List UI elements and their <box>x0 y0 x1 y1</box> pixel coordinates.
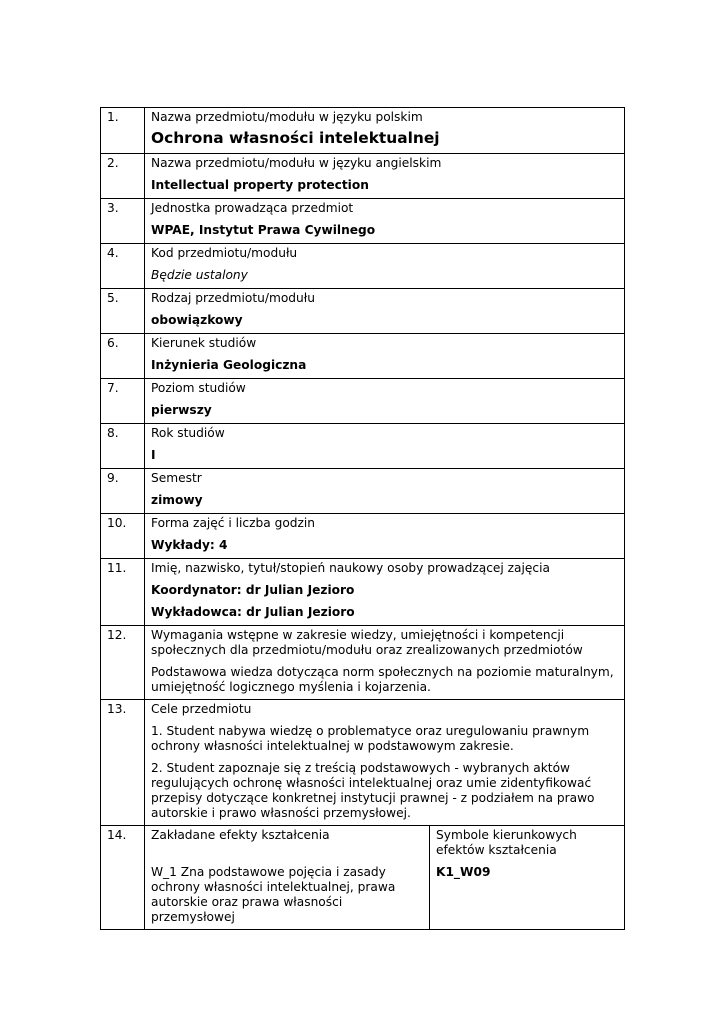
outcome-symbol-value: K1_W09 <box>436 865 491 879</box>
row-content <box>145 199 625 244</box>
outcome-symbols-cell <box>430 826 625 930</box>
coordinator: Koordynator: dr Julian Jezioro <box>151 583 355 597</box>
course-goal-1: 1. Student nabywa wiedzę o problematyce oraz uregulowaniu prawnym ochrony własności intelektualnej w podstawowym zakresie. <box>151 724 590 753</box>
study-year: I <box>151 448 156 462</box>
row-content <box>145 108 625 154</box>
row-number: 7. <box>101 379 145 424</box>
field-label: Imię, nazwisko, tytuł/stopień naukowy osoby prowadzącej zajęcia <box>151 561 550 575</box>
syllabus-table <box>100 107 625 930</box>
row-number: 2. <box>101 154 145 199</box>
field-label: Forma zajęć i liczba godzin <box>151 516 316 530</box>
prerequisites-text: Podstawowa wiedza dotycząca norm społecznych na poziomie maturalnym, umiejętność logicznego myślenia i kojarzenia. <box>151 665 614 694</box>
row-content <box>145 379 625 424</box>
table-row <box>101 424 625 469</box>
course-name-english: Intellectual property protection <box>151 178 369 192</box>
table-row <box>101 108 625 154</box>
row-content <box>145 514 625 559</box>
table-row <box>101 289 625 334</box>
row-number: 8. <box>101 424 145 469</box>
table-row <box>101 469 625 514</box>
course-code: Będzie ustalony <box>151 268 248 282</box>
row-number: 10. <box>101 514 145 559</box>
table-row <box>101 379 625 424</box>
course-goal-2: 2. Student zapoznaje się z treścią podstawowych - wybranych aktów regulujących ochronę własności intelektualnej oraz umie zidentyfikować przepisy dotyczące konkretnej instytucji prawnej - z podziałem na prawo autorskie i prawo własności przemysłowej. <box>151 761 595 820</box>
row-content <box>145 626 625 700</box>
field-label: Nazwa przedmiotu/modułu w języku polskim <box>151 110 423 124</box>
table-row <box>101 334 625 379</box>
row-number: 4. <box>101 244 145 289</box>
row-number: 3. <box>101 199 145 244</box>
table-row <box>101 199 625 244</box>
field-label: Kierunek studiów <box>151 336 257 350</box>
row-number: 9. <box>101 469 145 514</box>
row-number: 12. <box>101 626 145 700</box>
row-content <box>145 289 625 334</box>
table-row <box>101 826 625 930</box>
row-number: 6. <box>101 334 145 379</box>
study-level: pierwszy <box>151 403 212 417</box>
learning-outcome-w1: W_1 Zna podstawowe pojęcia i zasady ochrony własności intelektualnej, prawa autorskie oraz prawa własności przemysłowej <box>151 865 396 924</box>
row-content <box>145 244 625 289</box>
row-number: 11. <box>101 559 145 626</box>
field-label: Semestr <box>151 471 202 485</box>
table-row <box>101 559 625 626</box>
row-content <box>145 700 625 826</box>
field-label: Rodzaj przedmiotu/modułu <box>151 291 315 305</box>
row-content <box>145 469 625 514</box>
table-row <box>101 154 625 199</box>
table-row <box>101 626 625 700</box>
table-row <box>101 700 625 826</box>
course-name-polish: Ochrona własności intelektualnej <box>151 129 440 147</box>
field-label: Nazwa przedmiotu/modułu w języku angielskim <box>151 156 442 170</box>
row-content <box>145 424 625 469</box>
row-number: 14. <box>101 826 145 930</box>
field-label: Zakładane efekty kształcenia <box>151 828 330 842</box>
row-number: 5. <box>101 289 145 334</box>
course-type: obowiązkowy <box>151 313 243 327</box>
row-content <box>145 559 625 626</box>
row-number: 1. <box>101 108 145 154</box>
table-row <box>101 244 625 289</box>
field-label: Rok studiów <box>151 426 225 440</box>
semester: zimowy <box>151 493 203 507</box>
field-label: Kod przedmiotu/modułu <box>151 246 298 260</box>
symbols-label: Symbole kierunkowych efektów kształcenia <box>436 828 577 857</box>
field-label: Cele przedmiotu <box>151 702 252 716</box>
teaching-unit: WPAE, Instytut Prawa Cywilnego <box>151 223 376 237</box>
row-content <box>145 154 625 199</box>
class-form-hours: Wykłady: 4 <box>151 538 228 552</box>
row-number: 13. <box>101 700 145 826</box>
field-label: Wymagania wstępne w zakresie wiedzy, umiejętności i kompetencji społecznych dla przedmiotu/modułu oraz zrealizowanych przedmiotów <box>151 628 583 657</box>
learning-outcomes-cell <box>145 826 430 930</box>
row-content <box>145 334 625 379</box>
field-label: Jednostka prowadząca przedmiot <box>151 201 354 215</box>
lecturer: Wykładowca: dr Julian Jezioro <box>151 605 355 619</box>
field-label: Poziom studiów <box>151 381 246 395</box>
field-of-study: Inżynieria Geologiczna <box>151 358 307 372</box>
table-row <box>101 514 625 559</box>
